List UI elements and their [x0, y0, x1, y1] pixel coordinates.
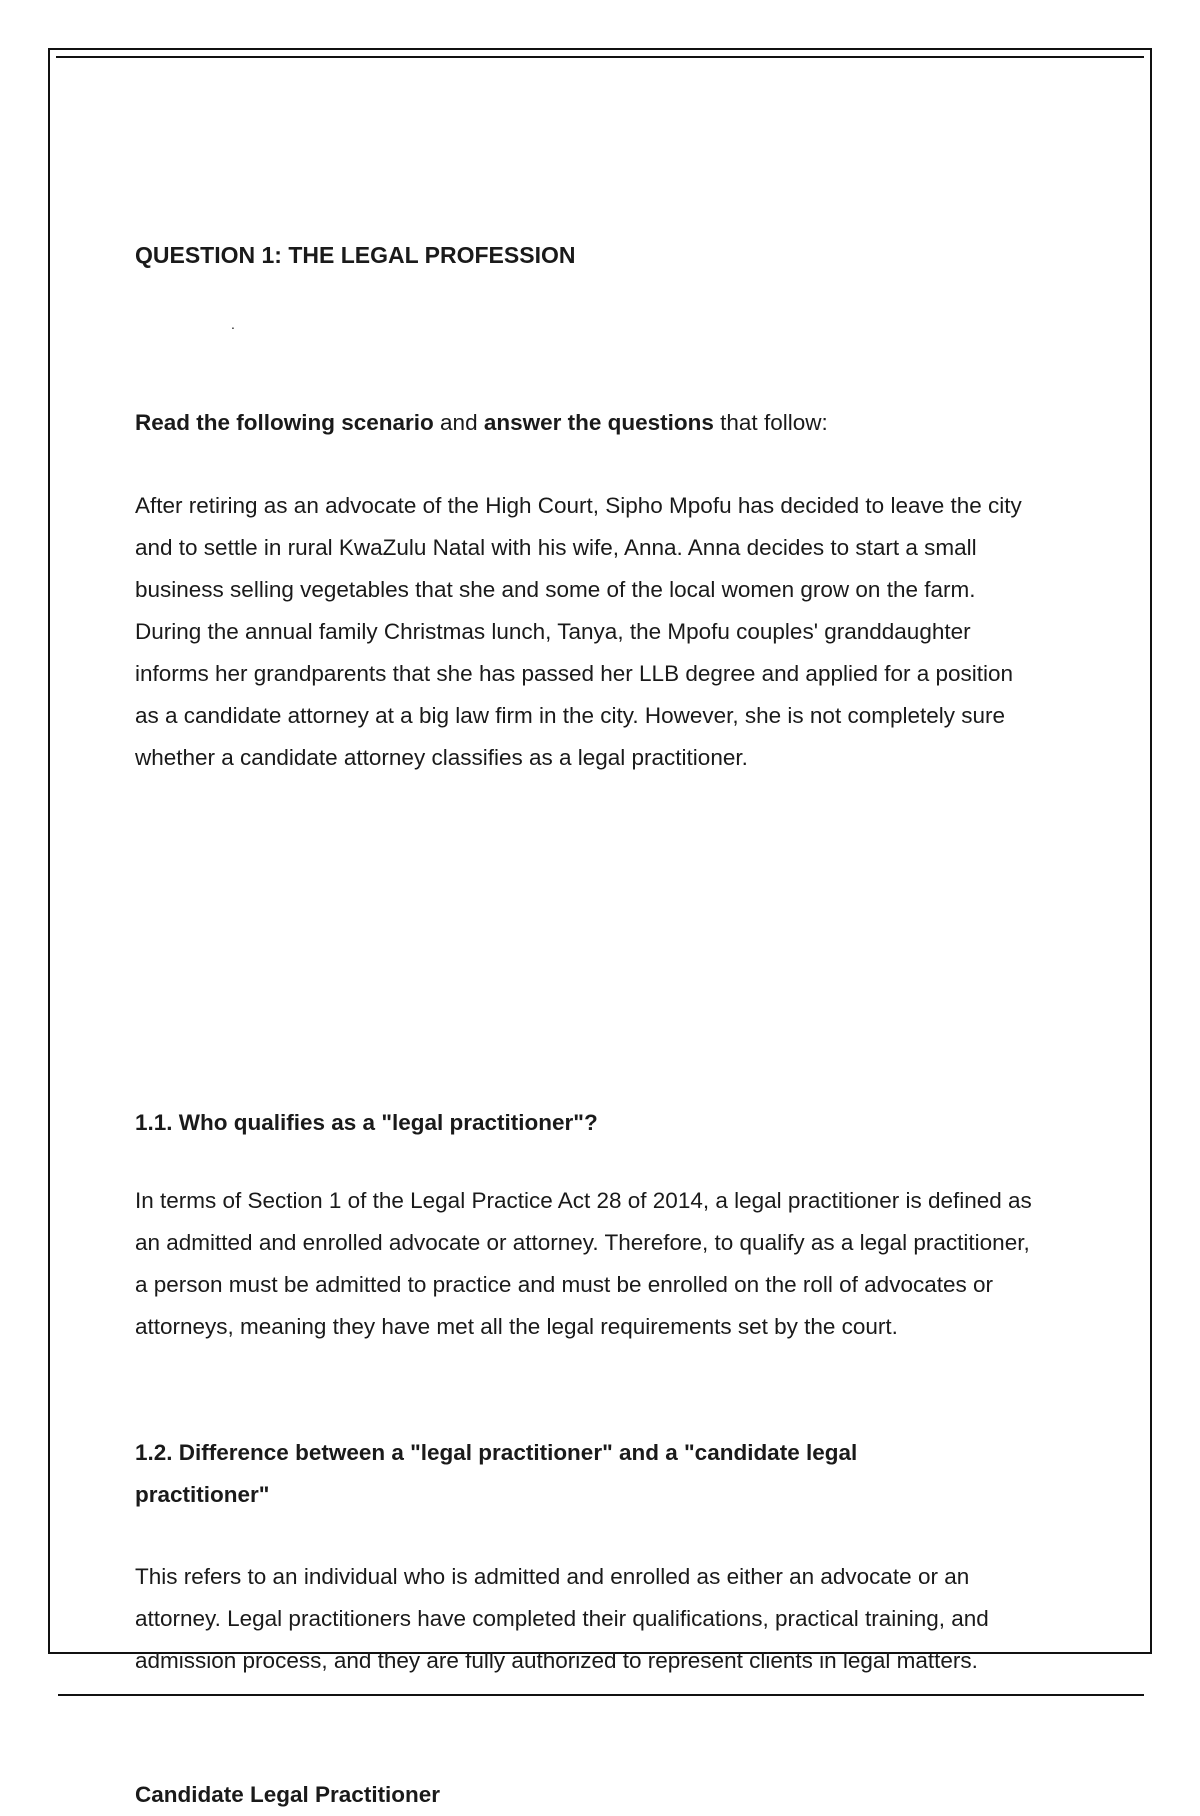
scenario-paragraph: After retiring as an advocate of the High Court, Sipho Mpofu has decided to leave the city and to settle in rural KwaZulu Natal with his wife, Anna. Anna decides to start a small business selling vegetables that she and some of the local women grow on the farm. During the annual family Christmas lunch, Tanya, the Mpofu couples' granddaughter informs her grandparents that she has passed her LLB degree and applied for a position as a candidate attorney at a big law firm in the city. However, she is not completely sure whether a candidate attorney classifies as a legal practitioner.: [135, 493, 1022, 770]
stray-mark: .: [231, 316, 235, 332]
question-1-2-answer: This refers to an individual who is admitted and enrolled as either an advocate or an attorney. Legal practitioners have completed their qualifications, practical training, and admission process, and they are fully authorized to represent clients in legal matters.: [135, 1564, 989, 1673]
top-rule: [56, 56, 1144, 58]
question-1-1-heading: 1.1. Who qualifies as a "legal practitioner"?: [135, 1110, 598, 1135]
instruction-bold-3: answer the questions: [483, 410, 714, 435]
instruction-bold-1: Read the following scenario: [135, 410, 434, 435]
question-1-2-heading: 1.2. Difference between a "legal practitioner" and a "candidate legal practitioner": [135, 1440, 858, 1507]
instruction-text-2: and: [433, 410, 484, 435]
document-body: [135, 238, 1035, 1807]
bottom-rule: [58, 1694, 1144, 1696]
page-frame: [48, 48, 1152, 1654]
candidate-section-heading: Candidate Legal Practitioner: [135, 1782, 441, 1807]
instruction-text-4: that follow:: [713, 410, 828, 435]
question-1-1-answer: In terms of Section 1 of the Legal Practice Act 28 of 2014, a legal practitioner is defined as an admitted and enrolled advocate or attorney. Therefore, to qualify as a legal practitioner, a person must be admitted to practice and must be enrolled on the roll of advocates or attorneys, meaning they have met all the legal requirements set by the court.: [135, 1188, 1032, 1339]
page-title: QUESTION 1: THE LEGAL PROFESSION: [135, 242, 576, 268]
instruction-line: [135, 406, 828, 440]
